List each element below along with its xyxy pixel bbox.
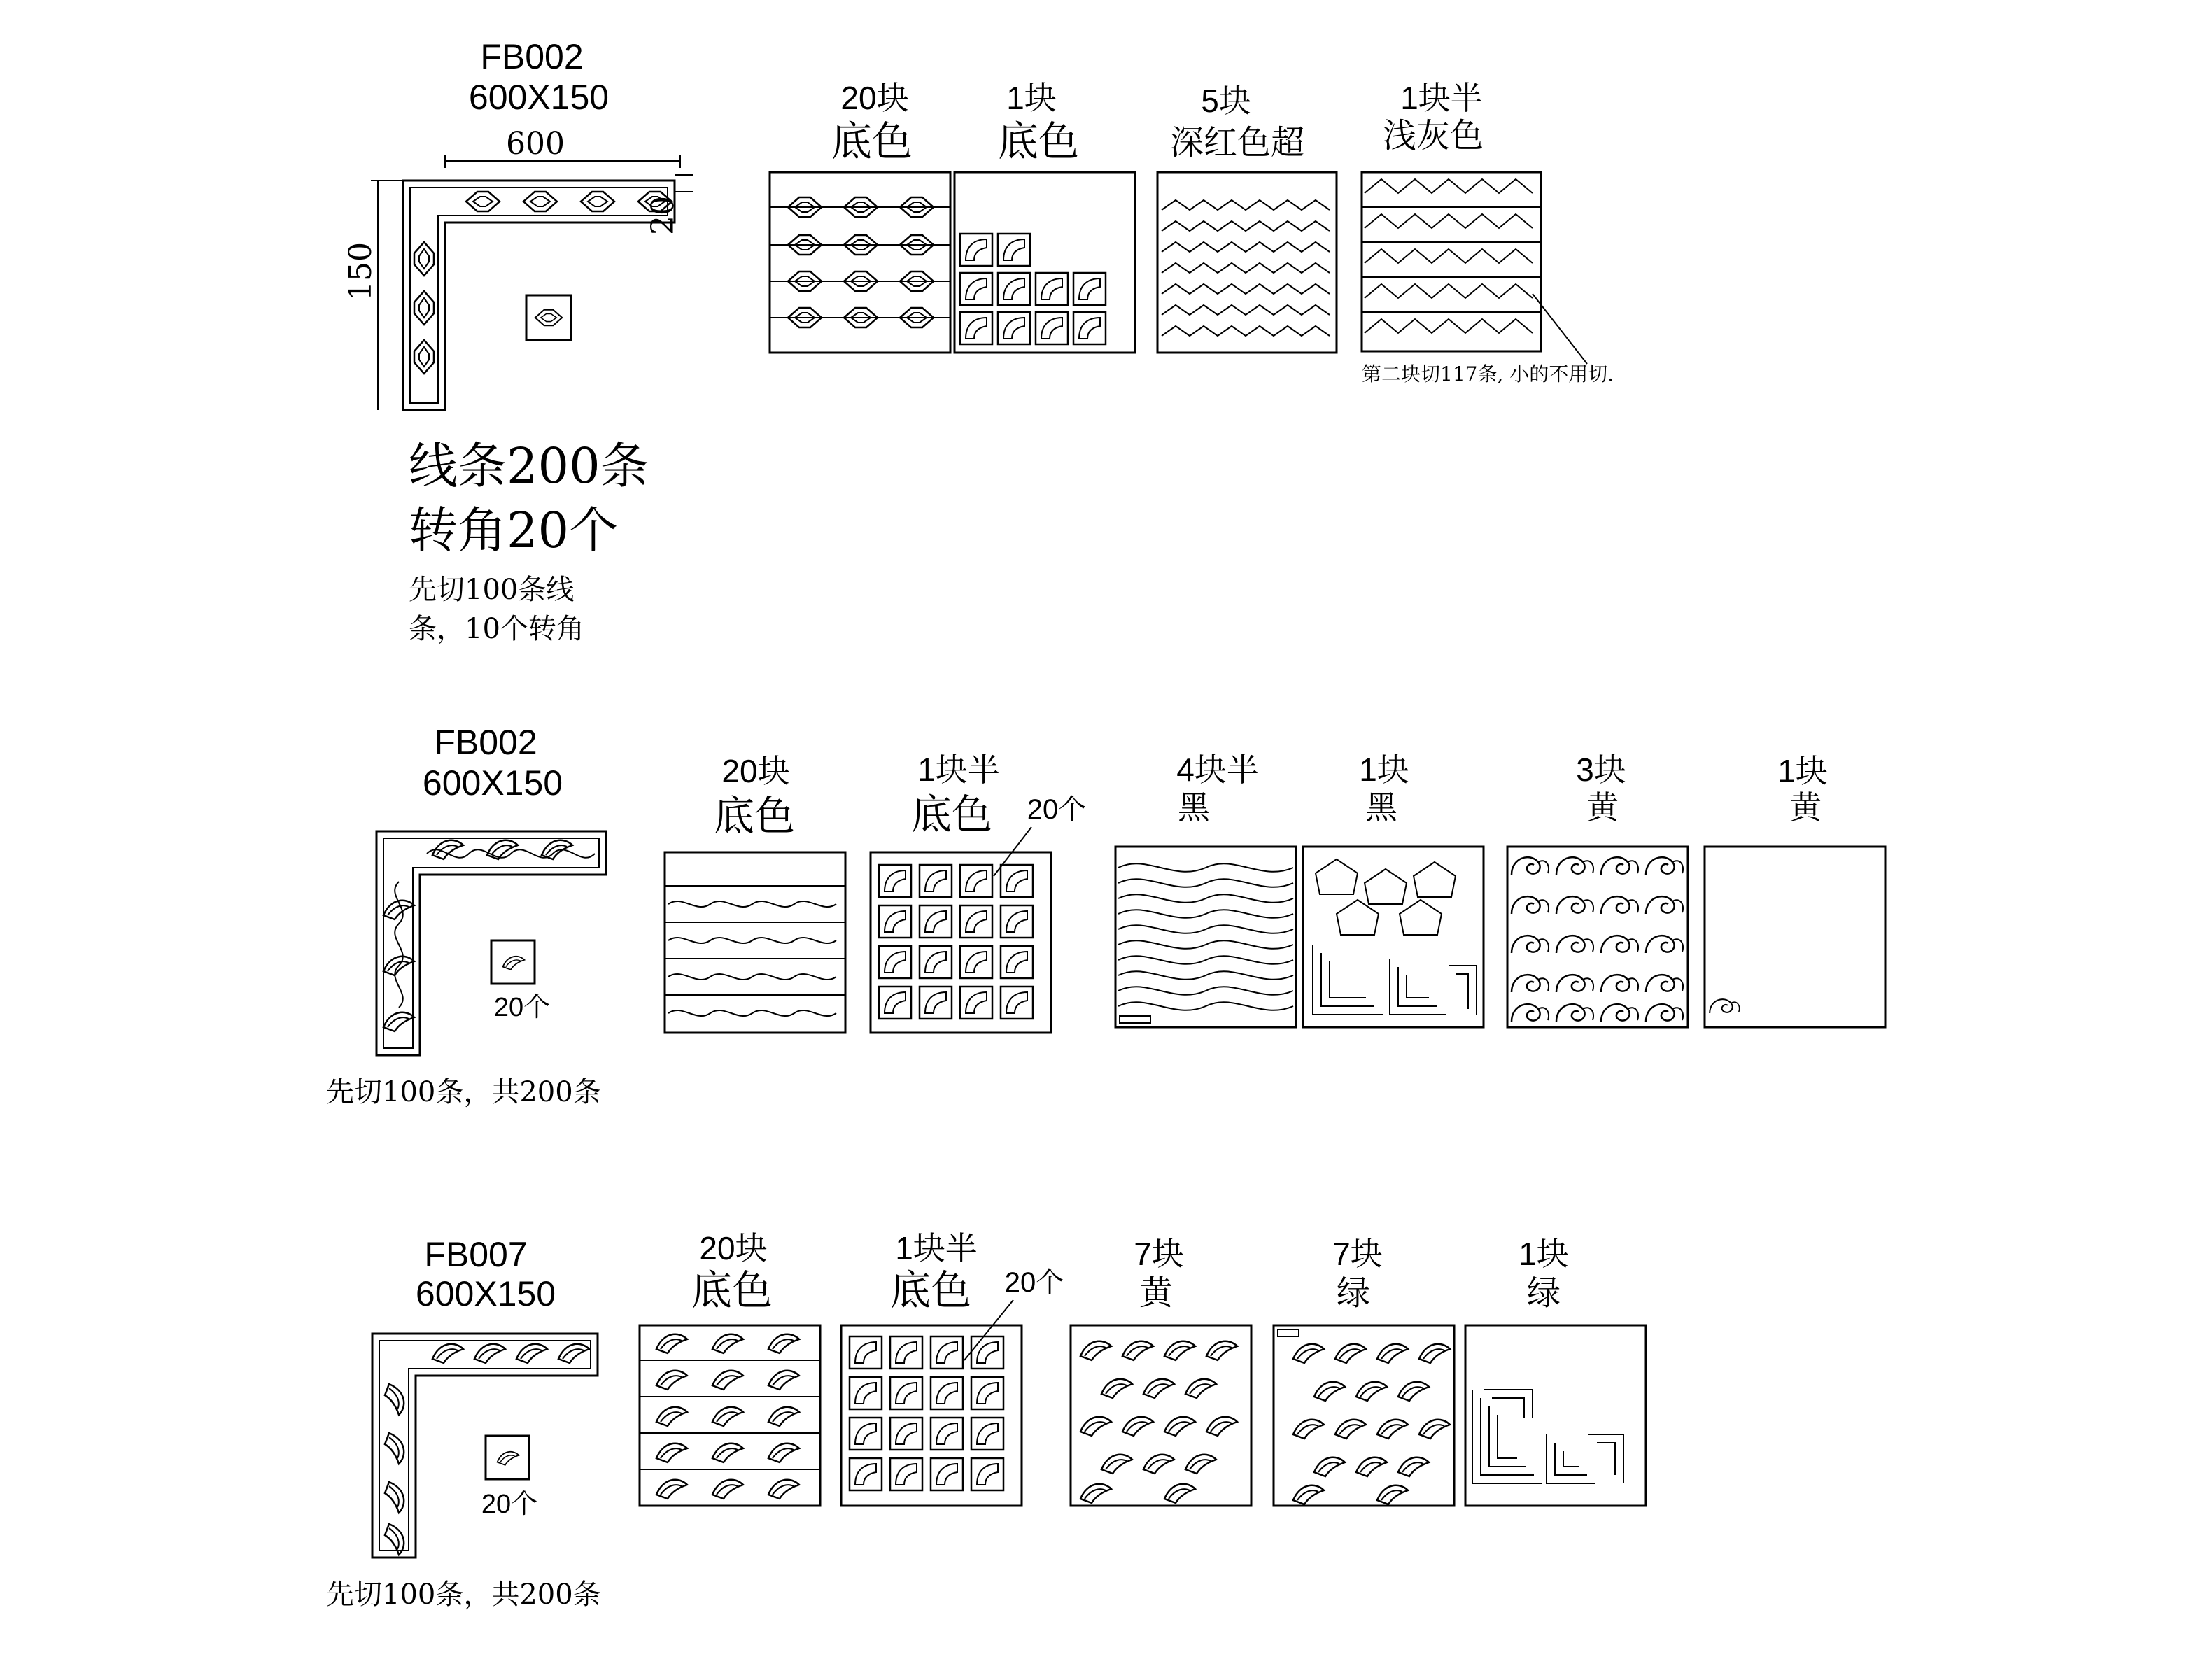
row-3-panel-3 [1071, 1236, 1251, 1506]
row-1-panel-2-color: 底色 [997, 118, 1080, 165]
row-2-callout: 20个 [1027, 794, 1087, 825]
row-2-panel-6-count: 1块 [1777, 753, 1828, 789]
row-1-panel-1 [770, 80, 950, 353]
row-3-panel-5 [1465, 1236, 1646, 1506]
row-2-fb002 [326, 723, 1885, 1108]
row-2-panel-3-color: 黑 [1178, 789, 1210, 826]
row-1-fb002 [343, 37, 1614, 645]
row-2-panel-4-count: 1块 [1359, 751, 1409, 788]
row-1-panel-3-color: 深红色超 [1169, 123, 1305, 162]
row-2-panel-6 [1705, 753, 1885, 1027]
row-3-corner-count: 20个 [481, 1490, 538, 1519]
row-1-panel-4 [1362, 80, 1614, 386]
row-1-size: 600X150 [468, 78, 610, 117]
row-1-code: FB002 [480, 37, 584, 76]
row-2-panel-5-color: 黄 [1586, 789, 1619, 826]
row-3-panel-1-color: 底色 [691, 1266, 773, 1314]
row-3-code: FB007 [424, 1235, 528, 1274]
row-3-border-drawing [372, 1334, 598, 1558]
row-3-panel-1-count: 20块 [699, 1230, 768, 1266]
row-3-panel-4-count: 7块 [1332, 1236, 1383, 1272]
row-2-size: 600X150 [422, 763, 563, 803]
row-2-panel-6-color: 黄 [1789, 789, 1822, 826]
row-1-panel-2-count: 1块 [1006, 80, 1057, 116]
row-3-note: 先切100条，共200条 [326, 1579, 601, 1611]
row-2-panel-2-color: 底色 [910, 791, 993, 838]
row-2-note: 先切100条，共200条 [326, 1076, 601, 1108]
row-1-panel-3 [1157, 83, 1337, 353]
row-1-panel-3-count: 5块 [1201, 83, 1251, 119]
row-2-panel-5 [1507, 751, 1688, 1027]
row-3-panel-2 [841, 1230, 1064, 1506]
row-3-panel-3-color: 黄 [1139, 1273, 1174, 1313]
row-2-panel-4-color: 黑 [1365, 789, 1397, 826]
row-1-note-line-1: 先切100条线 [409, 574, 575, 606]
row-2-panel-1 [665, 753, 845, 1033]
row-2-panel-2-count: 1块半 [917, 751, 1000, 788]
row-2-panel-5-count: 3块 [1576, 751, 1626, 788]
row-1-border-drawing [343, 126, 693, 410]
row-2-border-drawing [376, 831, 606, 1055]
row-3-panel-2-color: 底色 [889, 1266, 972, 1314]
row-2-panel-4 [1303, 751, 1484, 1027]
row-3-size: 600X150 [415, 1274, 556, 1313]
row-1-summary-corners: 转角20个 [409, 502, 619, 559]
row-3-panel-4-color: 绿 [1336, 1273, 1371, 1313]
row-1-dimension-width: 150 [343, 242, 379, 301]
row-1-dimension-strip: 20 [645, 196, 681, 235]
row-1-panel-2 [954, 80, 1135, 353]
row-3-panel-3-count: 7块 [1134, 1236, 1184, 1272]
row-3-panel-1 [640, 1230, 820, 1506]
row-2-panel-1-color: 底色 [713, 792, 796, 840]
row-3-panel-5-color: 绿 [1526, 1273, 1561, 1313]
row-1-summary-strips: 线条200条 [409, 437, 649, 495]
row-2-code: FB002 [434, 723, 537, 762]
row-2-panel-1-count: 20块 [721, 753, 790, 789]
row-3-panel-5-count: 1块 [1519, 1236, 1569, 1272]
row-2-panel-3-count: 4块半 [1176, 751, 1259, 788]
row-3-callout: 20个 [1004, 1267, 1064, 1298]
row-2-corner-count: 20个 [493, 993, 551, 1022]
row-1-panel-4-count: 1块半 [1400, 80, 1483, 116]
row-3-fb007 [326, 1230, 1646, 1611]
row-1-panel-4-color: 浅灰色 [1382, 116, 1484, 155]
row-1-panel-1-count: 20块 [840, 80, 909, 116]
row-1-note-line-2: 条，10个转角 [409, 613, 584, 645]
row-3-panel-4 [1274, 1236, 1454, 1506]
row-1-dimension-length: 600 [506, 126, 565, 162]
row-2-panel-3 [1115, 751, 1296, 1027]
row-2-panel-2 [871, 751, 1086, 1033]
row-1-panel-note: 第二块切117条, 小的不用切. [1362, 362, 1614, 386]
row-3-panel-2-count: 1块半 [895, 1230, 978, 1266]
row-1-panel-1-color: 底色 [831, 118, 913, 165]
